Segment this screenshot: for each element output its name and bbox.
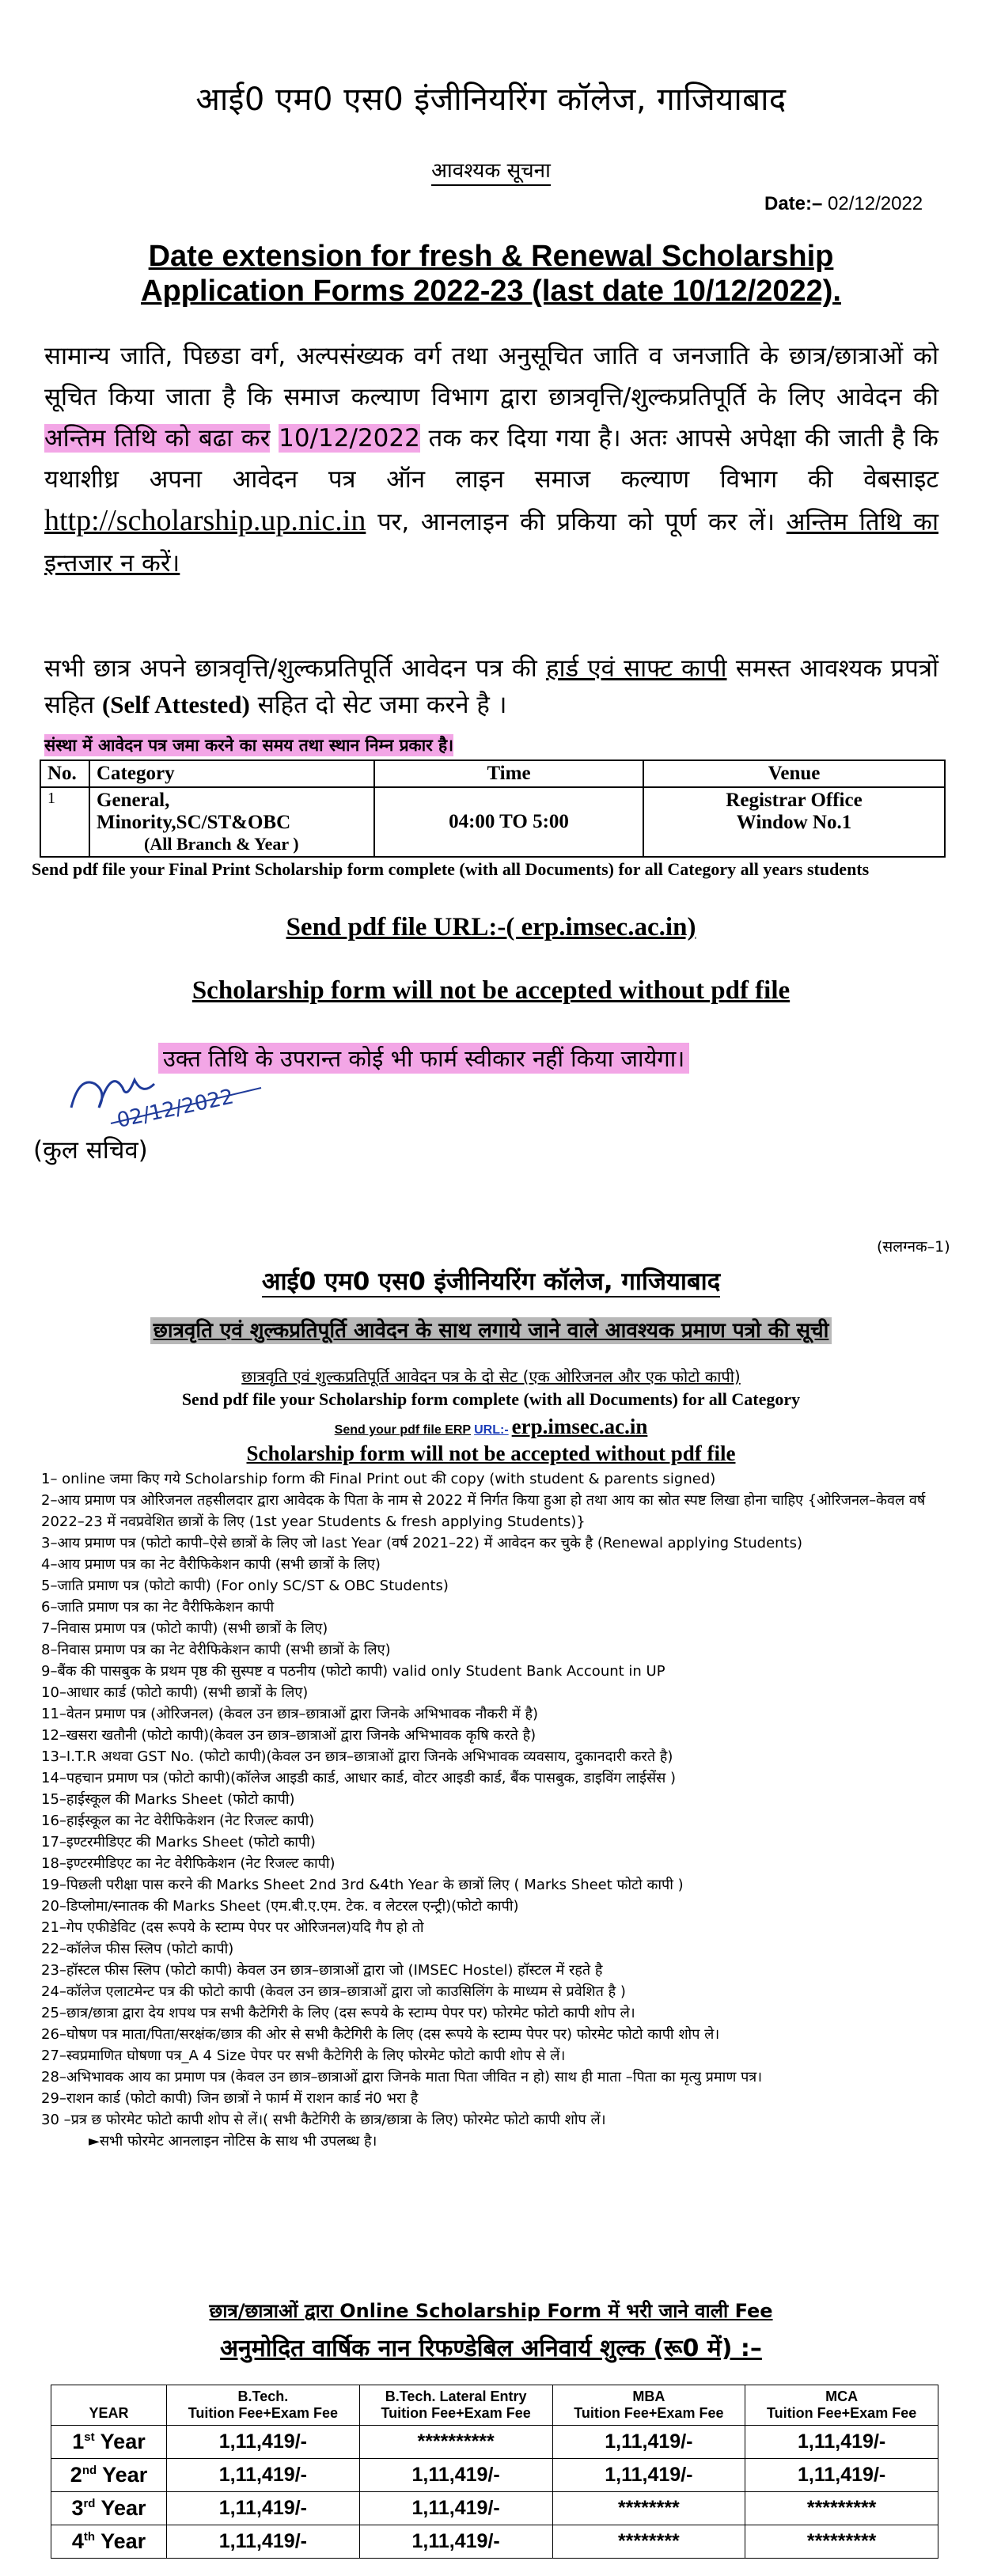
fee-header-line1: B.Tech. Lateral Entry	[385, 2388, 527, 2404]
list-item: 16–हाईस्कूल का नेट वेरीफिकेशन (नेट रिजल्ट कापी)	[41, 1813, 315, 1829]
year-suffix: st	[84, 2430, 95, 2444]
college-name-heading: आई0 एम0 एस0 इंजीनियरिंग कॉलेज, गाजियाबाद	[195, 81, 787, 118]
fee-year-cell	[51, 2492, 167, 2525]
list-item: 30 –प्रत्र छ फोरमेट फोटो कापी शोप से लें।( सभी कैटेगिरी के छात्र/छात्रा के लिए) फोरमेट फोटो कापी शोप लें।	[41, 2112, 606, 2128]
list-item: 25–छात्र/छात्रा द्वारा देय शपथ पत्र सभी कैटेगिरी के लिए (दस रूपये के स्टाम्प पेपर पर) फोरमेट फोटो कापी शोप ले।	[41, 2005, 635, 2021]
list-item: 27–स्वप्रमाणित घोषणा पत्र_A 4 Size पेपर पर सभी कैटेगिरी के लिए फोरमेट फोटो कापी शोप से लें।	[41, 2048, 566, 2064]
table-header-row	[40, 760, 945, 787]
para1-text-d: अन्तिम तिथि का इन्तजार न करें।	[44, 508, 938, 578]
year-word: Year	[95, 2529, 146, 2553]
year-word: Year	[94, 2430, 146, 2453]
send-complete-line: Send pdf file your Scholarship form complete (with all Documents) for all Category	[181, 1389, 801, 1409]
table-header-no: No.	[40, 760, 89, 787]
date-label: Date:–	[764, 193, 823, 214]
list-item: 14–पहचान प्रमाण पत्र (फोटो कापी)(कॉलेज आइडी कार्ड, आधार कार्ड, वोटर आइडी कार्ड, बैंक पासबुक, डाइविंग लाईसेंस )	[41, 1770, 677, 1786]
fee-header-line1: MBA	[632, 2388, 665, 2404]
notice-title-line-1: Date extension for fresh & Renewal Scholarship	[148, 240, 834, 273]
para1-text-b: तक कर दिया गया है। अतः आपसे अपेक्षा की जाती है कि यथाशीध्र अपना आवेदन पत्र ऑन लाइन समाज कल्याण विभाग की वेबसाइट	[44, 424, 938, 494]
fee-heading-text: छात्र/छात्राओं द्वारा Online Scholarship Form में भरी जाने वाली Fee	[209, 2300, 773, 2322]
fee-cell: 1,11,419/-	[745, 2459, 938, 2492]
submission-time-place-line: संस्था में आवेदन पत्र जमा करने का समय तथा स्थान निम्न प्रकार है।	[44, 736, 454, 755]
list-item: 15–हाईस्कूल की Marks Sheet (फोटो कापी)	[41, 1791, 295, 1808]
formats-available-note: ►सभी फोरमेट आनलाइन नोटिस के साथ भी उपलब्ध है।	[89, 2133, 377, 2150]
table-row	[40, 787, 945, 857]
list-item: 7–निवास प्रमाण पत्र (फोटो कापी) (सभी छात्रों के लिए)	[41, 1620, 328, 1637]
list-item: 12–खसरा खतौनी (फोटो कापी)(केवल उन छात्र–छात्राओं द्वारा जिनके अभिभावक कृषि करते है)	[41, 1727, 536, 1744]
no-form-after-deadline: उक्त तिथि के उपरान्त कोई भी फार्म स्वीकार नहीं किया जायेगा।	[158, 1043, 689, 1074]
list-item: 5–जाति प्रमाण पत्र (फोटो कापी) (For only SC/ST & OBC Students)	[41, 1578, 449, 1594]
fee-cell: *********	[745, 2525, 938, 2559]
table-header-venue: Venue	[643, 760, 945, 787]
fee-header-line2: Tuition Fee+Exam Fee	[188, 2405, 338, 2421]
list-item: 13–I.T.R अथवा GST No. (फोटो कापी)(केवल उन छात्र–छात्राओं द्वारा जिनके अभिभावक व्यवसाय, दुकानदारी करते है)	[41, 1748, 673, 1765]
date-value: 02/12/2022	[828, 193, 923, 214]
submission-schedule-table	[40, 760, 946, 858]
list-item: 1– online जमा किए गये Scholarship form की Final Print out की copy (with student & parents signed)	[41, 1471, 716, 1487]
erp-url-line	[0, 1415, 982, 1439]
list-item: 4–आय प्रमाण पत्र का नेट वैरीफिकेशन कापी (सभी छात्रों के लिए)	[41, 1556, 381, 1573]
fee-subheading-text: अनुमोदित वार्षिक नान रिफण्डेबिल अनिवार्य शुल्क (रू0 में) :–	[220, 2335, 762, 2362]
required-documents-list	[41, 1468, 951, 2152]
list-item: 29–राशन कार्ड (फोटो कापी) जिन छात्रों ने फार्म में राशन कार्ड नं0 भरा है	[41, 2090, 419, 2107]
date-line	[764, 193, 923, 215]
annexure-college-name	[0, 1264, 982, 1297]
fee-header-btech	[167, 2385, 360, 2426]
para1-highlight-2: 10/12/2022	[279, 424, 420, 453]
list-item: 22–कॉलेज फीस स्लिप (फोटो कापी)	[41, 1941, 234, 1957]
fee-cell: 1,11,419/-	[359, 2492, 552, 2525]
fee-header-mba	[552, 2385, 745, 2426]
annexure-not-accepted-warning: Scholarship form will not be accepted without pdf file	[246, 1441, 736, 1465]
fee-cell: ********	[552, 2525, 745, 2559]
fee-cell: *********	[745, 2492, 938, 2525]
list-item: 19–पिछली परीक्षा पास करने की Marks Sheet 2nd 3rd &4th Year के छात्रों लिए ( Marks Sheet फोटो कापी )	[41, 1877, 684, 1893]
send-pdf-url-line: Send pdf file URL:-( erp.imsec.ac.in)	[286, 913, 696, 941]
list-item: 9–बैंक की पासबुक के प्रथम पृष्ठ की सुस्पष्ट व पठनीय (फोटो कापी) valid only Student Bank Account in UP	[41, 1663, 665, 1680]
notice-label-text: आवश्यक सूचना	[431, 159, 551, 186]
fee-cell: ********	[552, 2492, 745, 2525]
list-item: 2–आय प्रमाण पत्र ओरिजनल तहसीलदार द्वारा आवेदक के पिता के नाम से 2022 में निर्गत किया हुआ हो तथा आय का स्रोत स्पष्ट लिखा होना चाहिए {ओरिजनल–केवल वर्ष 2022–23 में नवप्रवेशित छात्रों के लिए (1st year Students & fresh applying Students)}	[41, 1492, 926, 1530]
para1-highlight-1: अन्तिम तिथि को बढा कर	[44, 424, 271, 453]
notice-title-line-2: Application Forms 2022-23 (last date 10/12/2022).	[141, 275, 841, 308]
list-item: 26–घोषण पत्र माता/पिता/सरक्षंक/छात्र की ओर से सभी कैटेगिरी के लिए (दस रूपये के स्टाम्प पेपर पर) फोरमेट फोटो कापी शोप ले।	[41, 2026, 720, 2043]
table-cell-no: 1	[40, 787, 89, 857]
annexure-college-name-text: आई0 एम0 एस0 इंजीनियरिंग कॉलेज, गाजियाबाद	[261, 1267, 721, 1296]
fee-cell: **********	[359, 2426, 552, 2459]
list-item: 3–आय प्रमाण पत्र (फोटो कापी–ऐसे छात्रों के लिए जो last Year (वर्ष 2021–22) में आवेदन कर चुके है (Renewal applying Students)	[41, 1535, 803, 1551]
send-erp-label: Send your pdf file ERP	[334, 1423, 472, 1437]
not-accepted-warning: Scholarship form will not be accepted without pdf file	[191, 976, 791, 1005]
table-row	[51, 2426, 938, 2459]
table-cell-venue	[643, 787, 945, 857]
fee-year-cell	[51, 2426, 167, 2459]
year-number: 1	[72, 2430, 85, 2453]
year-word: Year	[95, 2496, 146, 2520]
list-item: 21–गेप एफीडेविट (दस रूपये के स्टाम्प पेपर पर ओरिजनल)यदि गैप हो तो	[41, 1919, 424, 1936]
year-number: 4	[71, 2529, 84, 2553]
fee-header-year: YEAR	[51, 2385, 167, 2426]
fee-header-mca	[745, 2385, 938, 2426]
fee-cell: 1,11,419/-	[745, 2426, 938, 2459]
signature-date: 02/12/2022	[115, 1085, 237, 1133]
list-item: 24–कॉलेज एलाटमेन्ट पत्र की फोटो कापी (केवल उन छात्र–छात्राओं द्वारा जो काउसिलिंग के माध्यम से प्रवेशित है )	[41, 1983, 626, 2000]
fee-header-line2: Tuition Fee+Exam Fee	[574, 2405, 724, 2421]
para2-text-d: (Self Attested)	[101, 691, 250, 718]
year-suffix: rd	[83, 2497, 96, 2510]
para1-text-c: पर, आनलाइन की प्रकिया को पूर्ण कर लें।	[377, 508, 775, 536]
erp-url-link[interactable]: erp.imsec.ac.in	[511, 1415, 648, 1438]
list-item: 17–इण्टरमीडिएट की Marks Sheet (फोटो कापी)	[41, 1834, 316, 1851]
table-row	[51, 2492, 938, 2525]
category-text: General, Minority,SC/ST&OBC	[97, 790, 291, 833]
fee-cell: 1,11,419/-	[552, 2459, 745, 2492]
year-suffix: th	[83, 2530, 96, 2544]
table-row	[51, 2459, 938, 2492]
notice-paragraph-1	[44, 335, 938, 584]
table-header-time: Time	[374, 760, 643, 787]
para2-text-e: सहित दो सेट जमा करने है ।	[257, 691, 507, 719]
fee-table-header-row	[51, 2385, 938, 2426]
two-sets-text: छात्रवृति एवं शुल्कप्रतिपूर्ति आवेदन पत्र के दो सेट (एक ओरिजनल और एक फोटो कापी)	[241, 1367, 741, 1386]
list-item: 20–डिप्लोमा/स्नातक की Marks Sheet (एम.बी.ए.एम. टेक. व लेटरल एन्ट्री)(फोटो कापी)	[41, 1898, 519, 1915]
notice-paragraph-2	[44, 650, 938, 723]
para2-text-a: सभी छात्र अपने छात्रवृत्ति/शुल्कप्रतिपूर्ति आवेदन पत्र की	[44, 654, 537, 683]
list-item: 10–आधार कार्ड (फोटो कापी) (सभी छात्रों के लिए)	[41, 1684, 309, 1701]
table-cell-category	[89, 787, 374, 857]
para1-text-a: सामान्य जाति, पिछडा वर्ग, अल्पसंख्यक वर्ग तथा अनुसूचित जाति व जनजाति के छात्र/छात्राओं को सूचित किया जाता है कि समाज कल्याण विभाग द्वारा छात्रवृत्ति/शुल्कप्रतिपूर्ति के लिए आवेदन की	[44, 342, 938, 411]
two-sets-line	[0, 1366, 982, 1387]
fee-header-btech-lateral	[359, 2385, 552, 2426]
list-item: 6–जाति प्रमाण पत्र का नेट वैरीफिकेशन कापी	[41, 1599, 275, 1616]
fee-cell: 1,11,419/-	[167, 2426, 360, 2459]
registrar-label: (कुल सचिव)	[33, 1136, 148, 1165]
table-header-category: Category	[89, 760, 374, 787]
notice-label	[0, 155, 982, 184]
para2-text-b: हार्ड एवं साफ्ट कापी	[546, 654, 727, 683]
fee-cell: 1,11,419/-	[167, 2525, 360, 2559]
fee-subheading	[0, 2331, 982, 2363]
fee-year-cell	[51, 2525, 167, 2559]
venue-line-1: Registrar Office	[726, 790, 863, 811]
fee-heading	[0, 2298, 982, 2324]
list-item: 23–हॉस्टल फीस स्लिप (फोटो कापी) केवल उन छात्र–छात्राओं द्वारा जो (IMSEC Hostel) हॉस्टल में रहते है	[41, 1962, 603, 1979]
fee-year-cell	[51, 2459, 167, 2492]
table-row	[51, 2525, 938, 2559]
fee-cell: 1,11,419/-	[167, 2492, 360, 2525]
fee-header-line1: B.Tech.	[237, 2388, 289, 2404]
fee-cell: 1,11,419/-	[167, 2459, 360, 2492]
list-item: 18–इण्टरमीडिएट का नेट वेरीफिकेशन (नेट रिजल्ट कापी)	[41, 1855, 336, 1872]
year-word: Year	[97, 2463, 148, 2487]
list-item: 28–अभिभावक आय का प्रमाण पत्र (केवल उन छात्र–छात्राओं द्वारा जिनके माता पिता जीवित न हो) साथ ही माता –पिता का मृत्यु प्रमाण पत्र।	[41, 2069, 763, 2085]
list-item: 11–वेतन प्रमाण पत्र (ओरिजनल) (केवल उन छात्र–छात्राओं द्वारा जिनके अभिभावक नौकरी में है)	[41, 1706, 539, 1722]
category-subtext: (All Branch & Year )	[144, 834, 299, 854]
fee-cell: 1,11,419/-	[552, 2426, 745, 2459]
annexure-label: (सलग्नक–1)	[877, 1238, 950, 1256]
year-number: 3	[71, 2496, 84, 2520]
document-list-title	[0, 1315, 982, 1343]
fee-header-line2: Tuition Fee+Exam Fee	[767, 2405, 917, 2421]
year-number: 2	[70, 2463, 82, 2487]
venue-line-2: Window No.1	[736, 812, 852, 833]
document-list-title-text: छात्रवृति एवं शुल्कप्रतिपूर्ति आवेदन के साथ लगाये जाने वाले आवश्यक प्रमाण पत्रो की सूची	[150, 1317, 832, 1344]
fee-table	[51, 2385, 938, 2559]
notice-title	[47, 239, 935, 309]
fee-header-line1: MCA	[825, 2388, 859, 2404]
list-item: 8–निवास प्रमाण पत्र का नेट वेरीफिकेशन कापी (सभी छात्रों के लिए)	[41, 1642, 391, 1658]
scholarship-website-link[interactable]: http://scholarship.up.nic.in	[44, 504, 366, 537]
para2-text-c: समस्त आवश्यक प्रपत्रों सहित	[44, 654, 938, 719]
table-cell-time: 04:00 TO 5:00	[374, 787, 643, 857]
send-pdf-all-students-line: Send pdf file your Final Print Scholarship form complete (with all Documents) for all Category all years students	[32, 859, 870, 879]
fee-header-line2: Tuition Fee+Exam Fee	[381, 2405, 531, 2421]
fee-cell: 1,11,419/-	[359, 2459, 552, 2492]
year-suffix: nd	[82, 2464, 97, 2477]
fee-cell: 1,11,419/-	[359, 2525, 552, 2559]
url-label: URL:-	[474, 1423, 509, 1437]
